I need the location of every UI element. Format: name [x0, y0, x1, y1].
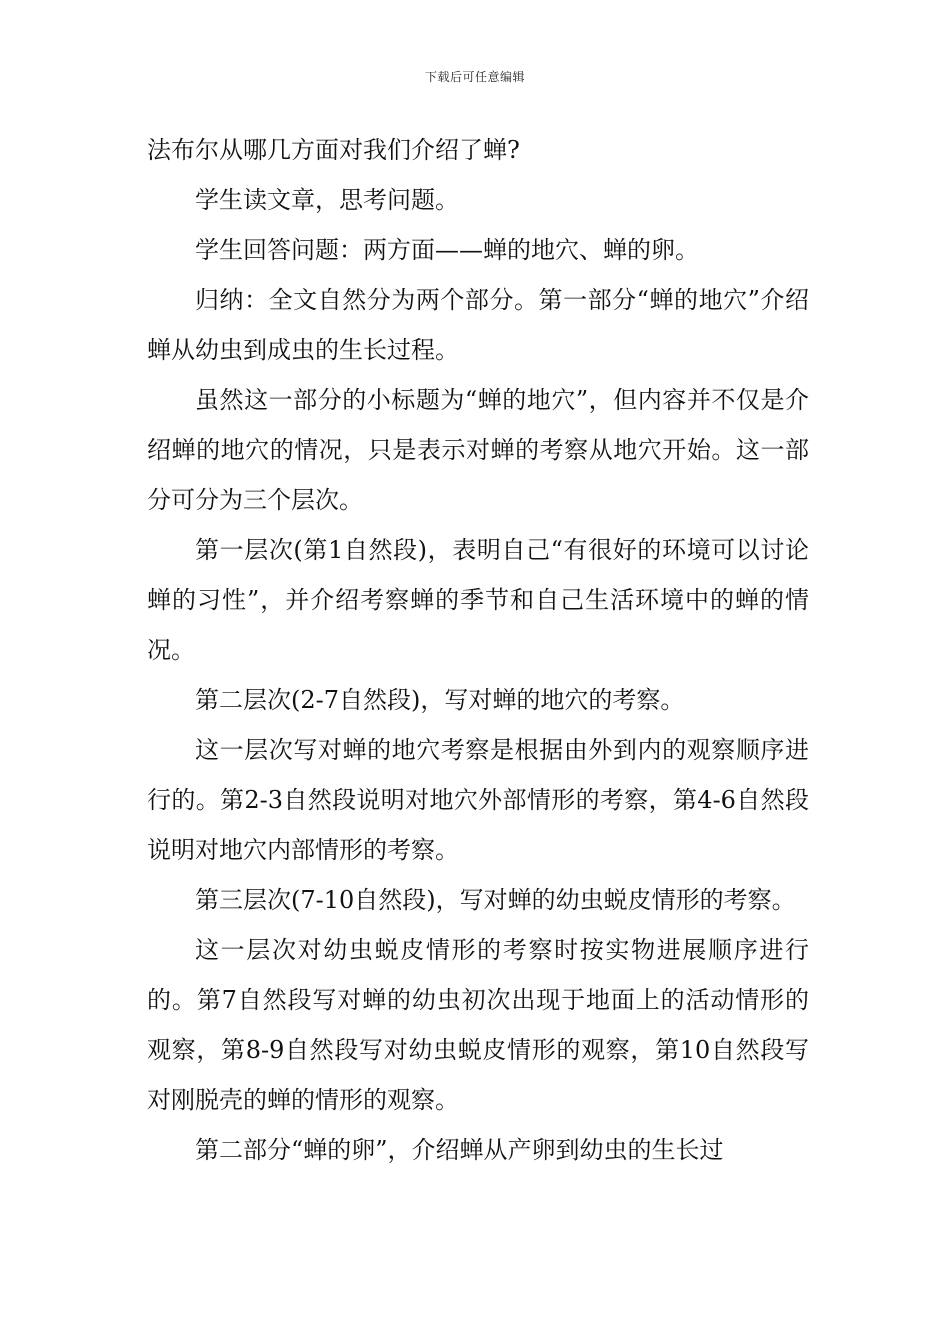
- paragraph-level-three-detail: 这一层次对幼虫蜕皮情形的考察时按实物进展顺序进行的。第7自然段写对蝉的幼虫初次出现于地面上的活动情形的观察，第8-9自然段写对幼虫蜕皮情形的观察，第10自然段写对刚脱壳的蝉的情形的观察。: [147, 936, 809, 1114]
- paragraph-part-one-intro: 虽然这一部分的小标题为“蝉的地穴”，但内容并不仅是介绍蝉的地穴的情况，只是表示对蝉的考察从地穴开始。这一部分可分为三个层次。: [147, 386, 809, 514]
- paragraph-student-read: 学生读文章，思考问题。: [195, 186, 459, 214]
- paragraph-level-one: 第一层次(第1自然段)，表明自己“有很好的环境可以讨论蝉的习性”，并介绍考察蝉的季节和自己生活环境中的蝉的情况。: [147, 536, 809, 664]
- page-header: 下载后可任意编辑: [424, 70, 525, 84]
- paragraph-summary: 归纳：全文自然分为两个部分。第一部分“蝉的地穴”介绍蝉从幼虫到成虫的生长过程。: [147, 286, 809, 364]
- paragraph-question: 法布尔从哪几方面对我们介绍了蝉?: [147, 136, 520, 164]
- paragraph-part-two: 第二部分“蝉的卵”，介绍蝉从产卵到幼虫的生长过: [195, 1136, 724, 1164]
- paragraph-level-two: 第二层次(2-7自然段)，写对蝉的地穴的考察。: [195, 686, 685, 714]
- paragraph-student-answer: 学生回答问题：两方面——蝉的地穴、蝉的卵。: [195, 236, 699, 264]
- paragraph-level-two-detail: 这一层次写对蝉的地穴考察是根据由外到内的观察顺序进行的。第2-3自然段说明对地穴外部情形的考察，第4-6自然段说明对地穴内部情形的考察。: [147, 736, 809, 864]
- paragraph-level-three: 第三层次(7-10自然段)，写对蝉的幼虫蜕皮情形的考察。: [195, 886, 796, 914]
- document-body: [147, 125, 809, 1175]
